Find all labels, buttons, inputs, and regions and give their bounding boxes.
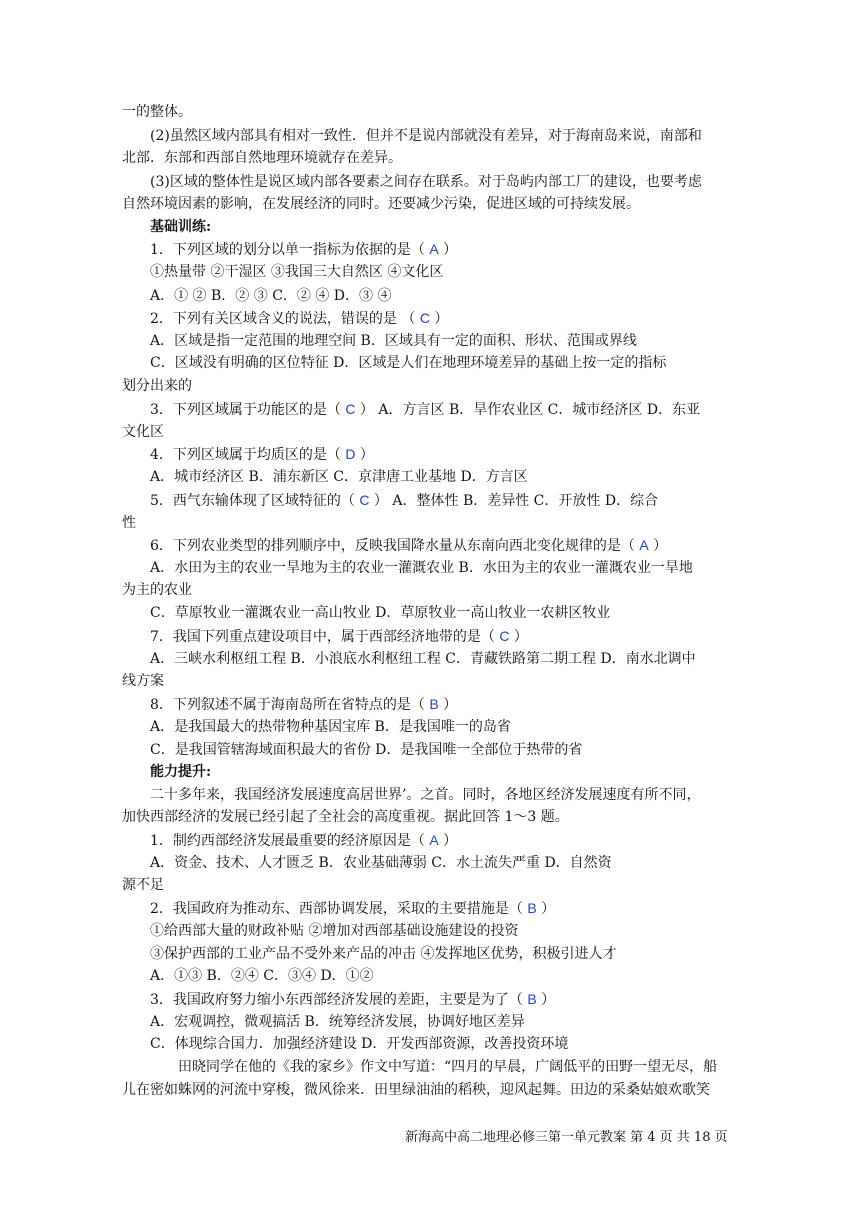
question-text: 2．下列有关区域含义的说法，错误的是 （ (150, 311, 420, 327)
question-text: ） (648, 538, 668, 554)
question-text: ） A．方言区 B．旱作农业区 C．城市经济区 D．东亚 (355, 402, 701, 418)
text-line: A．①③ B．②④ C．③④ D．①② (150, 968, 374, 984)
text-line: (3)区域的整体性是说区域内部各要素之间存在联系。对于岛屿内部工厂的建设，也要考虑 (150, 174, 702, 190)
text-line: ①给西部大量的财政补贴 ②增加对西部基础设施建设的投资 (150, 923, 519, 939)
question-text: 5．西气东输体现了区域特征的（ (150, 493, 360, 509)
text-line: A．水田为主的农业一旱地为主的农业一灌溉农业 B．水田为主的农业一灌溉农业一旱地 (150, 560, 693, 576)
text-line: ①热量带 ②干湿区 ③我国三大自然区 ④文化区 (150, 264, 444, 280)
question-line (150, 897, 555, 919)
text-line: A．资金、技术、人才匮乏 B．农业基础薄弱 C．水土流失严重 D．自然资 (150, 855, 612, 871)
question-text: 2．我国政府为推动东、西部协调发展，采取的主要措施是（ (150, 901, 528, 917)
question-text: ） A．整体性 B．差异性 C．开放性 D．综合 (369, 493, 659, 509)
text-line: A．① ② B．② ③ C．② ④ D．③ ④ (150, 288, 392, 304)
page-footer: 新海高中高二地理必修三第一单元教案 第 4 页 共 18 页 (405, 1130, 728, 1145)
answer-mark: C (499, 628, 510, 644)
question-text: 3．我国政府努力缩小东西部经济发展的差距，主要是为了（ (150, 992, 528, 1008)
text-line: 北部．东部和西部自然地理环境就存在差异。 (122, 150, 402, 166)
text-line: A．区域是指一定范围的地理空间 B．区域具有一定的面积、形状、范围或界线 (150, 333, 637, 349)
question-text: ） (536, 992, 556, 1008)
answer-mark: C (419, 310, 430, 326)
question-text: ） (355, 447, 374, 463)
answer-mark: B (527, 991, 537, 1007)
answer-mark: B (527, 900, 537, 916)
question-line (150, 988, 555, 1010)
text-line: 田晓同学在他的《我的家乡》作文中写道：“四月的早晨，广阔低平的田野一望无尽，船 (178, 1059, 718, 1075)
question-text: ） (509, 629, 528, 645)
answer-mark: A (639, 537, 649, 553)
text-line: (2)虽然区域内部具有相对一致性．但并不是说内部就没有差异，对于海南岛来说，南部和 (150, 128, 702, 144)
text-line: C．草原牧业一灌溉农业一高山牧业 D．草原牧业一高山牧业一农耕区牧业 (150, 605, 611, 621)
answer-mark: B (429, 696, 439, 712)
text-line: 加快西部经济的发展已经引起了全社会的高度重视。据此回答 1～3 题。 (122, 809, 569, 825)
text-line: A．宏观调控，微观搞活 B．统筹经济发展，协调好地区差异 (150, 1014, 525, 1030)
answer-mark: A (429, 832, 439, 848)
text-line: 文化区 (122, 424, 164, 440)
question-line (150, 489, 658, 511)
question-line (150, 238, 457, 260)
question-text: 7．我国下列重点建设项目中，属于西部经济地带的是（ (150, 629, 500, 645)
answer-mark: A (429, 241, 439, 257)
text-line: A．三峡水利枢纽工程 B．小浪底水利枢纽工程 C．青藏铁路第二期工程 D．南水北调中 (150, 651, 696, 667)
text-line: 儿在密如蛛网的河流中穿梭，微风徐来．田里绿油油的稻秧，迎风起舞。田边的采桑姑娘欢歌笑 (122, 1082, 710, 1098)
question-text: 8．下列叙述不属于海南岛所在省特点的是（ (150, 697, 430, 713)
section-heading: 能力提升: (150, 764, 212, 780)
question-line (150, 443, 374, 465)
question-text: 4．下列区域属于均质区的是（ (150, 447, 346, 463)
question-line (150, 693, 457, 715)
question-line (150, 307, 448, 329)
section-heading: 基础训练: (150, 219, 212, 235)
question-text: 6．下列农业类型的排列顺序中，反映我国降水量从东南向西北变化规律的是（ (150, 538, 640, 554)
text-line: C．是我国管辖海域面积最大的省份 D．是我国唯一全部位于热带的省 (150, 742, 583, 758)
question-text: 1．下列区域的划分以单一指标为依据的是（ (150, 242, 430, 258)
text-line: 自然环境因素的影响，在发展经济的同时。还要减少污染，促进区域的可持续发展。 (122, 196, 640, 212)
text-line: 线方案 (122, 673, 164, 689)
answer-mark: D (345, 446, 356, 462)
text-line: A．是我国最大的热带物种基因宝库 B．是我国唯一的岛省 (150, 719, 511, 735)
question-line (150, 534, 667, 556)
text-line: 性 (122, 515, 136, 531)
answer-mark: C (345, 401, 356, 417)
text-line: ③保护西部的工业产品不受外来产品的冲击 ④发挥地区优势，积极引进人才 (150, 946, 617, 962)
text-line: 二十多年来，我国经济发展速度高居世界’。之首。同时，各地区经济发展速度有所不同， (150, 787, 701, 803)
answer-mark: C (359, 492, 370, 508)
question-line (150, 829, 457, 851)
question-text: ） (438, 833, 458, 849)
text-line: 为主的农业 (122, 582, 192, 598)
question-text: 3．下列区域属于功能区的是（ (150, 402, 346, 418)
question-line (150, 625, 528, 647)
question-text: 1．制约西部经济发展最重要的经济原因是（ (150, 833, 430, 849)
text-line: 划分出来的 (122, 378, 192, 394)
question-text: ） (438, 242, 458, 258)
text-line: A．城市经济区 B．浦东新区 C．京津唐工业基地 D．方言区 (150, 469, 528, 485)
text-line: C．区域没有明确的区位特征 D．区域是人们在地理环境差异的基础上按一定的指标 (150, 355, 667, 371)
question-text: ） (438, 697, 458, 713)
text-line: 源不足 (122, 877, 164, 893)
question-text: ） (536, 901, 556, 917)
text-line: C．体现综合国力．加强经济建设 D．开发西部资源，改善投资环境 (150, 1036, 569, 1052)
text-line: 一的整体。 (122, 104, 192, 120)
question-line (150, 398, 700, 420)
question-text: ） (429, 311, 449, 327)
